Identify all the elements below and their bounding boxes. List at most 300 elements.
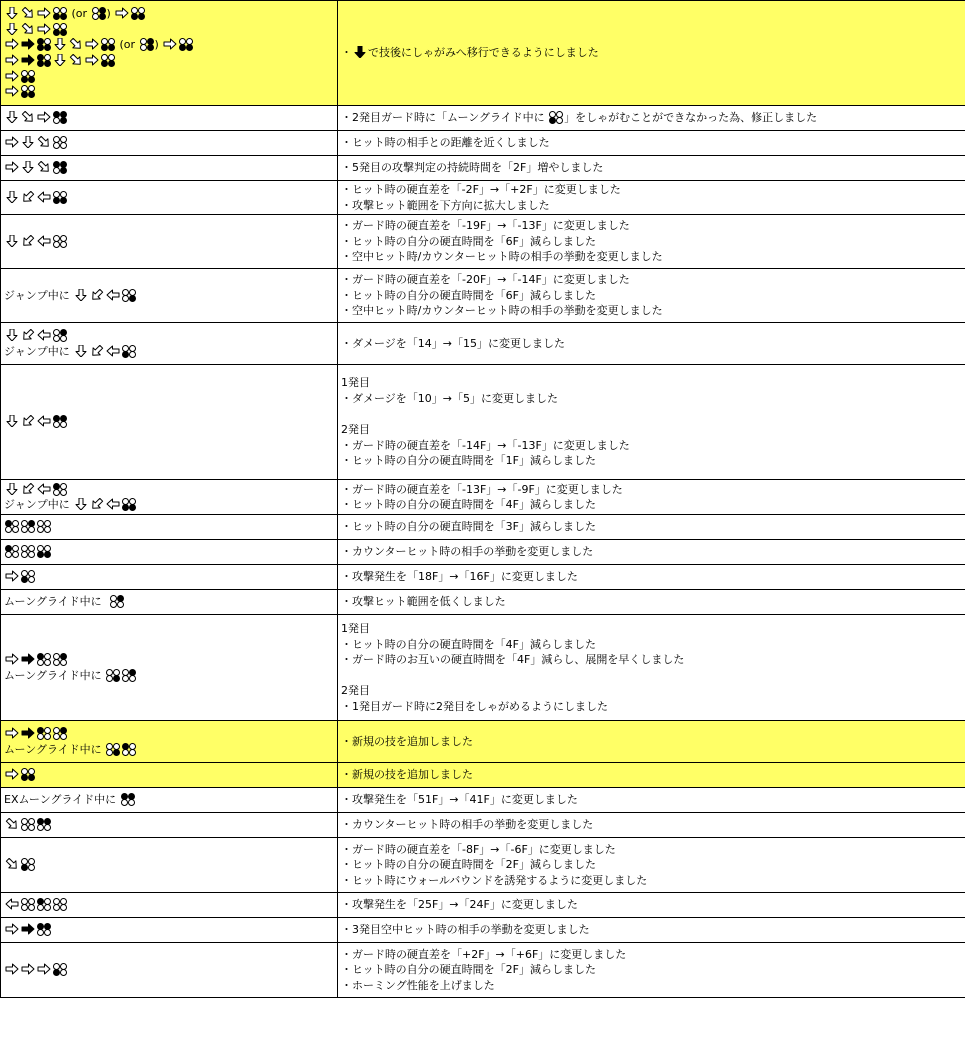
- command-line: [4, 482, 334, 498]
- button-combo-icon: [140, 38, 154, 50]
- command-line: [4, 84, 334, 100]
- note-cell: [338, 269, 965, 323]
- text-fragment: ・攻撃発生を「51F」→「41F」に変更しました: [341, 793, 578, 807]
- button-combo-icon: [53, 191, 67, 203]
- text-fragment: 2発目: [341, 423, 370, 437]
- table-row: [1, 480, 965, 515]
- note-line: [341, 497, 962, 513]
- arrow-down-forward-icon: [21, 7, 35, 19]
- table-row: [1, 1, 965, 106]
- text-fragment: ・3発目空中ヒット時の相手の挙動を変更しました: [341, 923, 590, 937]
- note-line: [341, 544, 962, 560]
- note-line: [341, 873, 962, 889]
- command-cell: [1, 269, 338, 323]
- text-fragment: ・ヒット時の自分の硬直時間を「2F」減らしました: [341, 858, 596, 872]
- note-line: [341, 453, 962, 469]
- button-combo-icon: [101, 54, 115, 66]
- table-row: [1, 838, 965, 893]
- command-cell: [1, 788, 338, 813]
- button-combo-icon: [92, 7, 106, 19]
- text-fragment: ): [106, 7, 115, 21]
- arrow-forward-icon: [37, 111, 51, 123]
- text-fragment: ・ガード時の硬直差を「-19F」→「-13F」に変更しました: [341, 219, 630, 233]
- text-fragment: ・ヒット時にウォールバウンドを誘発するように変更しました: [341, 873, 648, 887]
- button-combo-icon: [53, 235, 67, 247]
- arrow-down-icon: [74, 345, 88, 357]
- arrow-forward-icon: [5, 38, 19, 50]
- text-fragment: ・ヒット時の硬直差を「-2F」→「+2F」に変更しました: [341, 183, 621, 196]
- table-row: [1, 156, 965, 181]
- text-fragment: 」をしゃがむことができなかった為、修正しました: [564, 111, 818, 125]
- note-line: [341, 234, 962, 250]
- arrow-forward-icon: [37, 963, 51, 975]
- text-fragment: (or: [116, 38, 139, 52]
- note-line: [341, 978, 962, 994]
- button-combo-icon: [37, 653, 51, 665]
- note-line: [341, 336, 962, 352]
- command-line: [4, 234, 334, 250]
- command-cell: [1, 106, 338, 131]
- button-combo-icon: [21, 85, 35, 97]
- note-cell: [338, 515, 965, 540]
- table-row: [1, 215, 965, 269]
- button-combo-icon: [53, 653, 67, 665]
- button-combo-icon: [5, 545, 19, 557]
- arrow-back-icon: [37, 235, 51, 247]
- table-row: [1, 788, 965, 813]
- arrow-down-solid-icon: [353, 46, 367, 58]
- text-fragment: ): [154, 38, 163, 52]
- text-fragment: 1発目: [341, 621, 370, 635]
- command-line: [4, 742, 334, 758]
- note-line: [341, 218, 962, 234]
- button-combo-icon: [37, 923, 51, 935]
- table-row: [1, 540, 965, 565]
- arrow-down-back-icon: [21, 329, 35, 341]
- note-line: [341, 734, 962, 750]
- command-cell: [1, 215, 338, 269]
- text-fragment: ・: [341, 46, 352, 60]
- text-fragment: ・ヒット時の相手との距離を近くしました: [341, 136, 550, 150]
- note-line: [341, 947, 962, 963]
- note-line: [341, 817, 962, 833]
- command-cell: [1, 918, 338, 943]
- command-cell: [1, 480, 338, 515]
- note-line: [341, 519, 962, 535]
- button-combo-icon: [53, 898, 67, 910]
- text-fragment: ・1発目ガード時に2発目をしゃがめるようにしました: [341, 699, 608, 713]
- command-cell: [1, 615, 338, 721]
- table-row: [1, 181, 965, 215]
- arrow-forward-icon: [85, 54, 99, 66]
- arrow-forward-icon: [21, 963, 35, 975]
- command-line: [4, 497, 334, 513]
- text-fragment: ・攻撃ヒット範囲を低くしました: [341, 595, 506, 609]
- arrow-forward-icon: [37, 7, 51, 19]
- command-line: [4, 160, 334, 176]
- text-fragment: ・2発目ガード時に「ムーングライド中に: [341, 111, 549, 125]
- button-combo-icon: [21, 858, 35, 870]
- arrow-down-forward-icon: [37, 136, 51, 148]
- note-line: [341, 594, 962, 610]
- arrow-forward-icon: [5, 727, 19, 739]
- table-row: [1, 721, 965, 763]
- arrow-down-icon: [21, 161, 35, 173]
- arrow-down-icon: [5, 415, 19, 427]
- button-combo-icon: [53, 161, 67, 173]
- command-cell: [1, 156, 338, 181]
- table-row: [1, 590, 965, 615]
- arrow-down-icon: [5, 235, 19, 247]
- command-cell: [1, 721, 338, 763]
- table-row: [1, 943, 965, 998]
- note-cell: [338, 918, 965, 943]
- command-line: [4, 594, 334, 610]
- table-row: [1, 918, 965, 943]
- button-combo-icon: [53, 23, 67, 35]
- command-cell: [1, 365, 338, 480]
- button-combo-icon: [549, 111, 563, 123]
- text-fragment: ・ヒット時の自分の硬直時間を「1F」減らしました: [341, 454, 596, 468]
- command-line: [4, 190, 334, 206]
- command-line: [4, 962, 334, 978]
- table-row: [1, 893, 965, 918]
- button-combo-icon: [179, 38, 193, 50]
- note-cell: [338, 721, 965, 763]
- text-fragment: 2発目: [341, 684, 370, 698]
- arrow-forward-icon: [5, 923, 19, 935]
- arrow-down-forward-icon: [5, 858, 19, 870]
- arrow-forward-solid-icon: [21, 38, 35, 50]
- arrow-down-icon: [74, 498, 88, 510]
- button-combo-icon: [131, 7, 145, 19]
- arrow-back-icon: [37, 483, 51, 495]
- note-cell: [338, 893, 965, 918]
- text-fragment: 1発目: [341, 376, 370, 390]
- command-cell: [1, 943, 338, 998]
- button-combo-icon: [21, 70, 35, 82]
- arrow-down-forward-icon: [69, 38, 83, 50]
- command-cell: [1, 1, 338, 106]
- patch-notes-body: [1, 1, 965, 998]
- note-line: [341, 249, 962, 265]
- note-cell: [338, 838, 965, 893]
- button-combo-icon: [37, 520, 51, 532]
- table-row: [1, 131, 965, 156]
- note-cell: [338, 181, 965, 215]
- note-cell: [338, 323, 965, 365]
- note-line: [341, 857, 962, 873]
- button-combo-icon: [37, 898, 51, 910]
- text-fragment: ・空中ヒット時/カウンターヒット時の相手の挙動を変更しました: [341, 250, 663, 264]
- note-line: [341, 652, 962, 668]
- text-fragment: で技後にしゃがみへ移行できるようにしました: [368, 46, 599, 60]
- note-cell: [338, 788, 965, 813]
- note-line: [341, 182, 962, 198]
- command-line: [4, 328, 334, 344]
- command-cell: [1, 515, 338, 540]
- arrow-back-icon: [106, 498, 120, 510]
- button-combo-icon: [53, 111, 67, 123]
- text-fragment: ・ホーミング性能を上げました: [341, 978, 495, 992]
- text-fragment: ・ヒット時の自分の硬直時間を「2F」減らしました: [341, 963, 596, 977]
- note-line: [341, 375, 962, 391]
- button-combo-icon: [122, 289, 136, 301]
- command-line: [4, 922, 334, 938]
- note-cell: [338, 763, 965, 788]
- arrow-forward-solid-icon: [21, 54, 35, 66]
- text-fragment: ・新規の技を追加しました: [341, 768, 473, 782]
- command-line: [4, 344, 334, 360]
- text-fragment: ・新規の技を追加しました: [341, 734, 473, 748]
- arrow-down-icon: [74, 289, 88, 301]
- note-line: [341, 407, 962, 423]
- command-line: [4, 414, 334, 430]
- text-fragment: ・攻撃発生を「25F」→「24F」に変更しました: [341, 898, 578, 912]
- arrow-back-icon: [106, 345, 120, 357]
- note-cell: [338, 106, 965, 131]
- command-line: [4, 817, 334, 833]
- text-fragment: ・ガード時の硬直差を「-8F」→「-6F」に変更しました: [341, 842, 616, 856]
- table-row: [1, 565, 965, 590]
- command-line: [4, 569, 334, 585]
- note-cell: [338, 943, 965, 998]
- table-row: [1, 813, 965, 838]
- button-combo-icon: [53, 7, 67, 19]
- text-fragment: ・ダメージを「10」→「5」に変更しました: [341, 392, 558, 405]
- note-line: [341, 135, 962, 151]
- note-line: [341, 637, 962, 653]
- arrow-down-icon: [5, 329, 19, 341]
- arrow-forward-icon: [5, 136, 19, 148]
- command-cell: [1, 131, 338, 156]
- command-line: [4, 767, 334, 783]
- button-combo-icon: [122, 345, 136, 357]
- text-fragment: ・ガード時の硬直差を「-13F」→「-9F」に変更しました: [341, 482, 623, 496]
- text-fragment: ジャンプ中に: [4, 498, 74, 512]
- command-cell: [1, 893, 338, 918]
- command-line: [4, 53, 334, 69]
- note-line: [341, 288, 962, 304]
- table-row: [1, 323, 965, 365]
- text-fragment: ジャンプ中に: [4, 288, 74, 302]
- text-fragment: ムーングライド中に: [4, 742, 106, 756]
- text-fragment: ムーングライド中に: [4, 668, 106, 682]
- note-line: [341, 962, 962, 978]
- button-combo-icon: [21, 898, 35, 910]
- command-line: [4, 652, 334, 668]
- arrow-down-forward-icon: [69, 54, 83, 66]
- note-line: [341, 45, 962, 61]
- note-line: [341, 272, 962, 288]
- command-line: [4, 897, 334, 913]
- arrow-forward-icon: [37, 23, 51, 35]
- command-line: [4, 288, 334, 304]
- button-combo-icon: [21, 768, 35, 780]
- note-cell: [338, 131, 965, 156]
- table-row: [1, 269, 965, 323]
- table-row: [1, 515, 965, 540]
- note-cell: [338, 365, 965, 480]
- text-fragment: ジャンプ中に: [4, 344, 74, 358]
- arrow-forward-icon: [5, 85, 19, 97]
- text-fragment: ・ガード時のお互いの硬直時間を「4F」減らし、展開を早くしました: [341, 653, 685, 667]
- arrow-down-back-icon: [90, 498, 104, 510]
- text-fragment: ・ヒット時の自分の硬直時間を「4F」減らしました: [341, 498, 596, 512]
- command-line: [4, 37, 334, 53]
- arrow-forward-solid-icon: [21, 727, 35, 739]
- arrow-down-forward-icon: [21, 23, 35, 35]
- text-fragment: ・ヒット時の自分の硬直時間を「6F」減らしました: [341, 234, 596, 248]
- command-line: [4, 544, 334, 560]
- button-combo-icon: [21, 520, 35, 532]
- note-line: [341, 668, 962, 684]
- arrow-down-back-icon: [90, 345, 104, 357]
- note-line: [341, 792, 962, 808]
- command-cell: [1, 323, 338, 365]
- arrow-down-icon: [5, 7, 19, 19]
- button-combo-icon: [53, 727, 67, 739]
- note-line: [341, 422, 962, 438]
- command-cell: [1, 813, 338, 838]
- button-combo-icon: [53, 136, 67, 148]
- arrow-down-forward-icon: [21, 111, 35, 123]
- note-cell: [338, 156, 965, 181]
- note-line: [341, 110, 962, 126]
- arrow-down-icon: [53, 38, 67, 50]
- note-line: [341, 922, 962, 938]
- command-line: [4, 110, 334, 126]
- button-combo-icon: [122, 743, 136, 755]
- arrow-forward-icon: [5, 54, 19, 66]
- note-line: [341, 569, 962, 585]
- command-cell: [1, 565, 338, 590]
- arrow-down-icon: [53, 54, 67, 66]
- note-cell: [338, 565, 965, 590]
- command-cell: [1, 763, 338, 788]
- arrow-down-back-icon: [21, 483, 35, 495]
- arrow-down-icon: [5, 23, 19, 35]
- button-combo-icon: [21, 545, 35, 557]
- text-fragment: ・ガード時の硬直差を「+2F」→「+6F」に変更しました: [341, 947, 627, 961]
- arrow-down-icon: [5, 483, 19, 495]
- command-cell: [1, 540, 338, 565]
- button-combo-icon: [21, 818, 35, 830]
- button-combo-icon: [37, 54, 51, 66]
- arrow-back-icon: [5, 898, 19, 910]
- note-cell: [338, 480, 965, 515]
- button-combo-icon: [122, 669, 136, 681]
- table-row: [1, 365, 965, 480]
- button-combo-icon: [101, 38, 115, 50]
- table-row: [1, 106, 965, 131]
- note-cell: [338, 590, 965, 615]
- arrow-down-back-icon: [90, 289, 104, 301]
- text-fragment: ムーングライド中に: [4, 595, 109, 609]
- note-line: [341, 621, 962, 637]
- arrow-forward-icon: [85, 38, 99, 50]
- arrow-down-icon: [5, 111, 19, 123]
- command-cell: [1, 838, 338, 893]
- note-line: [341, 767, 962, 783]
- arrow-down-forward-icon: [5, 818, 19, 830]
- command-line: [4, 135, 334, 151]
- text-fragment: (or: [68, 7, 91, 21]
- text-fragment: ・カウンターヒット時の相手の挙動を変更しました: [341, 545, 594, 559]
- button-combo-icon: [53, 329, 67, 341]
- arrow-forward-icon: [5, 963, 19, 975]
- note-line: [341, 438, 962, 454]
- button-combo-icon: [53, 963, 67, 975]
- text-fragment: ・5発目の攻撃判定の持続時間を「2F」増やしました: [341, 161, 604, 175]
- note-line: [341, 699, 962, 715]
- text-fragment: ・ヒット時の自分の硬直時間を「3F」減らしました: [341, 520, 596, 534]
- button-combo-icon: [106, 669, 120, 681]
- arrow-back-icon: [37, 329, 51, 341]
- text-fragment: ・ヒット時の自分の硬直時間を「4F」減らしました: [341, 637, 596, 651]
- arrow-back-icon: [106, 289, 120, 301]
- command-line: [4, 22, 334, 38]
- arrow-down-back-icon: [21, 415, 35, 427]
- button-combo-icon: [37, 38, 51, 50]
- button-combo-icon: [53, 483, 67, 495]
- note-line: [341, 391, 962, 407]
- command-line: [4, 668, 334, 684]
- text-fragment: ・カウンターヒット時の相手の挙動を変更しました: [341, 818, 594, 832]
- text-fragment: EXムーングライド中に: [4, 793, 120, 807]
- text-fragment: ・空中ヒット時/カウンターヒット時の相手の挙動を変更しました: [341, 304, 663, 318]
- note-line: [341, 683, 962, 699]
- text-fragment: ・ガード時の硬直差を「-14F」→「-13F」に変更しました: [341, 438, 630, 452]
- arrow-back-icon: [37, 191, 51, 203]
- button-combo-icon: [121, 793, 135, 805]
- button-combo-icon: [53, 415, 67, 427]
- command-line: [4, 519, 334, 535]
- text-fragment: ・ヒット時の自分の硬直時間を「6F」減らしました: [341, 288, 596, 302]
- note-line: [341, 897, 962, 913]
- arrow-forward-icon: [5, 653, 19, 665]
- button-combo-icon: [122, 498, 136, 510]
- table-row: [1, 763, 965, 788]
- text-fragment: ・攻撃発生を「18F」→「16F」に変更しました: [341, 570, 578, 584]
- note-line: [341, 482, 962, 498]
- button-combo-icon: [37, 545, 51, 557]
- note-cell: [338, 540, 965, 565]
- note-line: [341, 842, 962, 858]
- arrow-forward-icon: [115, 7, 129, 19]
- arrow-down-back-icon: [21, 191, 35, 203]
- note-line: [341, 160, 962, 176]
- arrow-forward-icon: [5, 570, 19, 582]
- command-cell: [1, 181, 338, 215]
- arrow-forward-icon: [163, 38, 177, 50]
- arrow-forward-icon: [5, 70, 19, 82]
- arrow-back-icon: [37, 415, 51, 427]
- arrow-down-back-icon: [21, 235, 35, 247]
- command-line: [4, 792, 334, 808]
- arrow-forward-icon: [5, 161, 19, 173]
- arrow-forward-solid-icon: [21, 923, 35, 935]
- note-line: [341, 303, 962, 319]
- button-combo-icon: [110, 595, 124, 607]
- arrow-down-icon: [5, 191, 19, 203]
- arrow-forward-icon: [5, 768, 19, 780]
- command-line: [4, 6, 334, 22]
- command-line: [4, 857, 334, 873]
- text-fragment: ・ガード時の硬直差を「-20F」→「-14F」に変更しました: [341, 273, 630, 287]
- text-fragment: ・攻撃ヒット範囲を下方向に拡大しました: [341, 198, 550, 212]
- table-row: [1, 615, 965, 721]
